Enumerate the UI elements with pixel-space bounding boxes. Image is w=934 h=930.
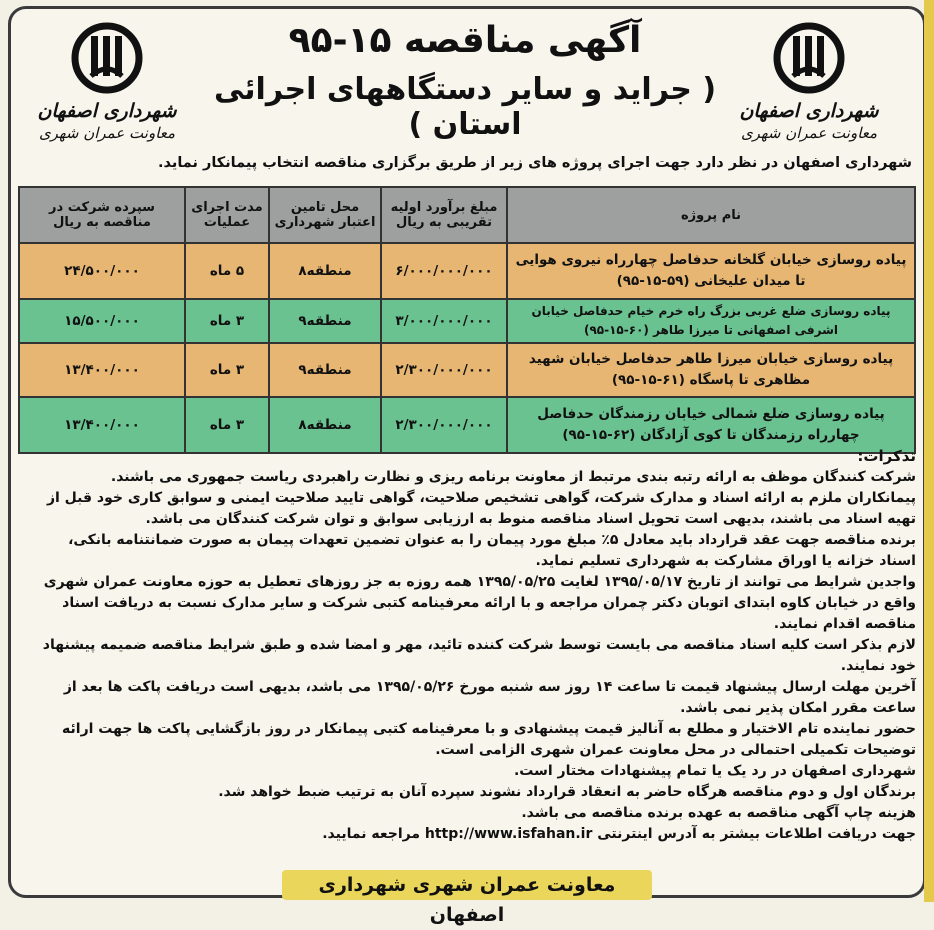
cell-duration: ۳ ماه [185, 343, 269, 397]
logo-left [22, 22, 192, 142]
cell-funding: منطقه۹ [269, 343, 381, 397]
cell-funding: منطقه۹ [269, 299, 381, 343]
header-estimate: مبلغ برآورد اولیه تقریبی به ریال [381, 187, 507, 243]
notice-subtitle: ( جرايد و ساير دستگاههای اجرائی استان ) [213, 72, 717, 142]
table-header-row [19, 187, 915, 243]
table-row [19, 299, 915, 343]
logo-subtitle: معاونت عمران شهری [38, 124, 176, 142]
municipality-emblem-icon [71, 22, 143, 94]
logo-subtitle: معاونت عمران شهری [740, 124, 878, 142]
header-duration: مدت اجرای عملیات [185, 187, 269, 243]
note-item: واجدین شرایط می توانند از تاریخ ۱۳۹۵/۰۵/۱۷ لغایت ۱۳۹۵/۰۵/۲۵ همه روزه به جز روزهای تعطیل به حوزه معاونت عمران شهری واقع در خیابان کاوه ابتدای اتوبان دکتر چمران مراجعه و با ارائه معرفینامه کتبی شرکت و سایر مدارک نسبت به دریافت اسناد مناقصه اقدام نمایند. [43, 574, 916, 632]
notes-heading: تذکرات: [857, 447, 916, 465]
cell-duration: ۳ ماه [185, 397, 269, 453]
header-funding: محل تامین اعتبار شهرداری [269, 187, 381, 243]
municipality-emblem-icon [773, 22, 845, 94]
note-item: پیمانکاران ملزم به ارائه اسناد و مدارک شرکت، گواهی تشخیص صلاحیت، گواهی تایید صلاحیت ایمنی و سوابق کاری خود قبل از تهیه اسناد می باشند، بدیهی است تحویل اسناد مناقصه منوط به ارزیابی سوابق و توان شرکت کنندگان می باشد. [46, 490, 916, 527]
notes-section [36, 446, 916, 845]
cell-deposit: ۲۴/۵۰۰/۰۰۰ [19, 243, 185, 299]
cell-deposit: ۱۳/۴۰۰/۰۰۰ [19, 397, 185, 453]
table-row [19, 397, 915, 453]
cell-project: پیاده روسازی خیابان گلخانه حدفاصل چهارراه نیروی هوایی تا میدان علیخانی (۵۹-۱۵-۹۵) [507, 243, 915, 299]
header-deposit: سپرده شرکت در مناقصه به ریال [19, 187, 185, 243]
cell-estimate: ۶/۰۰۰/۰۰۰/۰۰۰ [381, 243, 507, 299]
footer-band: معاونت عمران شهری شهرداری اصفهان [282, 870, 652, 900]
note-item: لازم بذکر است کلیه اسناد مناقصه می بایست توسط شرکت کننده تائید، مهر و امضا شده و طبق شرایط مناقصه ضمیمه پیشنهاد خود نمایند. [42, 637, 916, 674]
note-item: حضور نماینده تام الاختیار و مطلع به آنالیز قیمت پیشنهادی و با معرفینامه کتبی پیمانکار در روز بازگشایی پاکت ها جهت ارائه توضیحات تکمیلی احتمالی در محل معاونت عمران شهری الزامی است. [62, 721, 916, 758]
cell-estimate: ۲/۳۰۰/۰۰۰/۰۰۰ [381, 397, 507, 453]
intro-text: شهرداری اصفهان در نظر دارد جهت اجرای پروژه های زیر از طریق برگزاری مناقصه انتخاب پیمانکار نماید. [158, 155, 912, 171]
note-item: شرکت کنندگان موظف به ارائه رتبه بندی مرتبط از معاونت برنامه ریزی و نظارت راهبردی ریاست جمهوری می باشند. [110, 469, 916, 485]
note-item: آخرین مهلت ارسال پیشنهاد قیمت تا ساعت ۱۴ روز سه شنبه مورخ ۱۳۹۵/۰۵/۲۶ می باشد، بدیهی است دریافت پاکت ها بعد از ساعت مقرر امکان پذیر نمی باشد. [63, 679, 916, 716]
cell-project: پیاده روسازی ضلع غربی بزرگ راه خرم خیام حدفاصل خیابان اشرفی اصفهانی تا میرزا طاهر (۶۰-۱۵-۹۵) [507, 299, 915, 343]
note-item: جهت دریافت اطلاعات بیشتر به آدرس اینترنتی http://www.isfahan.ir مراجعه نمایید. [322, 826, 916, 842]
cell-estimate: ۳/۰۰۰/۰۰۰/۰۰۰ [381, 299, 507, 343]
cell-project: پیاده روسازی ضلع شمالی خیابان رزمندگان حدفاصل چهارراه رزمندگان تا کوی آزادگان (۶۲-۱۵-۹۵) [507, 397, 915, 453]
page-edge-stripe [924, 0, 934, 902]
cell-duration: ۳ ماه [185, 299, 269, 343]
note-item: هزینه چاپ آگهی مناقصه به عهده برنده مناقصه می باشد. [521, 805, 916, 821]
cell-deposit: ۱۳/۴۰۰/۰۰۰ [19, 343, 185, 397]
header-project: نام پروژه [507, 187, 915, 243]
logo-title: شهرداری اصفهان [37, 100, 177, 122]
note-item: شهرداری اصفهان در رد یک یا تمام پیشنهادات مختار است. [513, 763, 916, 779]
cell-deposit: ۱۵/۵۰۰/۰۰۰ [19, 299, 185, 343]
cell-estimate: ۲/۳۰۰/۰۰۰/۰۰۰ [381, 343, 507, 397]
cell-duration: ۵ ماه [185, 243, 269, 299]
cell-project: پیاده روسازی خیابان میرزا طاهر حدفاصل خیابان شهید مظاهری تا پاسگاه (۶۱-۱۵-۹۵) [507, 343, 915, 397]
cell-funding: منطقه۸ [269, 243, 381, 299]
note-item: برنده مناقصه جهت عقد قرارداد باید معادل ۵٪ مبلغ مورد پیمان را به عنوان تضمین تعهدات پیمان به صورت ضمانتنامه بانکی، اسناد خزانه یا اوراق مشارکت به شهرداری تسلیم نماید. [68, 532, 916, 569]
cell-funding: منطقه۸ [269, 397, 381, 453]
logo-title: شهرداری اصفهان [739, 100, 879, 122]
table-row [19, 343, 915, 397]
tender-table [18, 186, 916, 454]
note-item: برندگان اول و دوم مناقصه هرگاه حاضر به انعقاد قرارداد نشوند سپرده آنان به ترتیب ضبط خواهد شد. [218, 784, 916, 800]
logo-right [724, 22, 894, 142]
notice-title: آگهی مناقصه ۱۵-۹۵ [288, 20, 642, 61]
table-row [19, 243, 915, 299]
